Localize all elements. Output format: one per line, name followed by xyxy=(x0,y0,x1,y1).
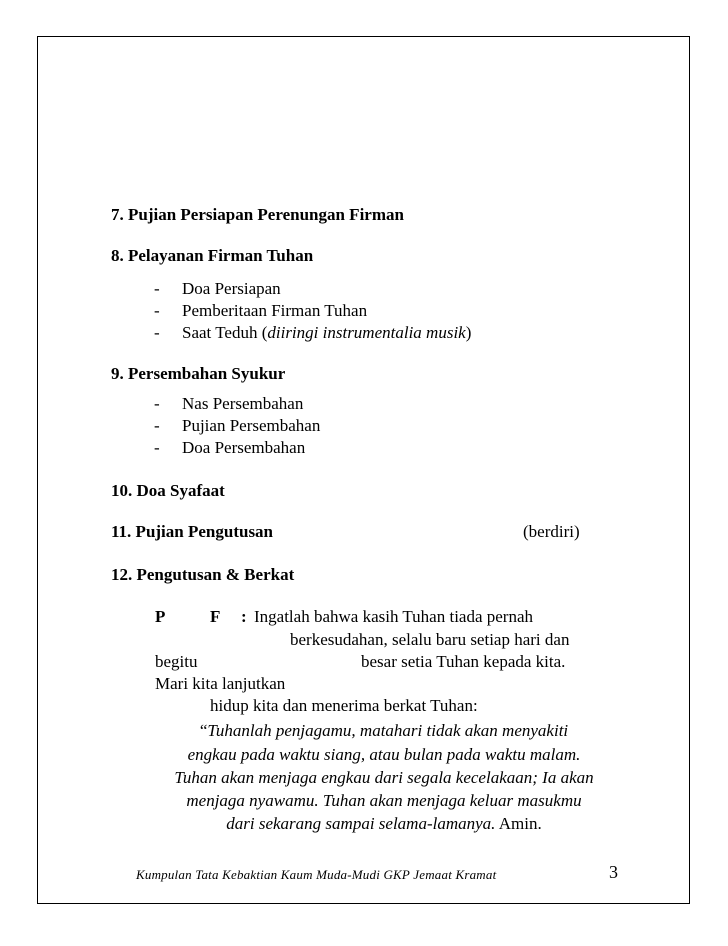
bullet-dash: - xyxy=(154,301,160,320)
pf-line: besar setia Tuhan kepada kita. xyxy=(361,652,566,671)
speaker-p: P xyxy=(155,607,166,626)
list-item: Doa Persembahan xyxy=(182,438,306,457)
blessing-line: “Tuhanlah penjagamu, matahari tidak akan menyakiti xyxy=(199,721,569,740)
pf-line: berkesudahan, selalu baru setiap hari dan xyxy=(290,630,570,649)
item-10-heading: 10. Doa Syafaat xyxy=(111,481,225,500)
list-item-saat-teduh: Saat Teduh (diiringi instrumentalia musik) xyxy=(182,323,472,342)
footer-title: Kumpulan Tata Kebaktian Kaum Muda-Mudi GKP Jemaat Kramat xyxy=(136,867,497,882)
bullet-dash: - xyxy=(154,279,160,298)
item-8-heading: 8. Pelayanan Firman Tuhan xyxy=(111,246,314,265)
pf-line: begitu xyxy=(155,652,198,671)
posture-note: (berdiri) xyxy=(523,522,580,541)
blessing-line: dari sekarang sampai selama-lamanya. Amin. xyxy=(226,814,542,833)
bullet-dash: - xyxy=(154,416,160,435)
item-11-heading: 11. Pujian Pengutusan xyxy=(111,522,274,541)
list-item: Pemberitaan Firman Tuhan xyxy=(182,301,368,320)
page-number: 3 xyxy=(609,862,618,882)
item-9-heading: 9. Persembahan Syukur xyxy=(111,364,286,383)
bullet-dash: - xyxy=(154,323,160,342)
blessing-line: engkau pada waktu siang, atau bulan pada waktu malam. xyxy=(187,745,581,764)
blessing-line: menjaga nyawamu. Tuhan akan menjaga keluar masukmu xyxy=(186,791,582,810)
list-item: Pujian Persembahan xyxy=(182,416,321,435)
list-item: Nas Persembahan xyxy=(182,394,304,413)
item-12-heading: 12. Pengutusan & Berkat xyxy=(111,565,295,584)
item-7-heading: 7. Pujian Persiapan Perenungan Firman xyxy=(111,205,404,224)
speaker-f: F xyxy=(210,607,221,626)
bullet-dash: - xyxy=(154,394,160,413)
pf-line: hidup kita dan menerima berkat Tuhan: xyxy=(210,696,478,715)
list-item: Doa Persiapan xyxy=(182,279,281,298)
bullet-dash: - xyxy=(154,438,160,457)
pf-line: Ingatlah bahwa kasih Tuhan tiada pernah xyxy=(254,607,534,626)
speaker-colon: : xyxy=(241,607,247,626)
blessing-line: Tuhan akan menjaga engkau dari segala kecelakaan; Ia akan xyxy=(174,768,594,787)
pf-line: Mari kita lanjutkan xyxy=(155,674,286,693)
